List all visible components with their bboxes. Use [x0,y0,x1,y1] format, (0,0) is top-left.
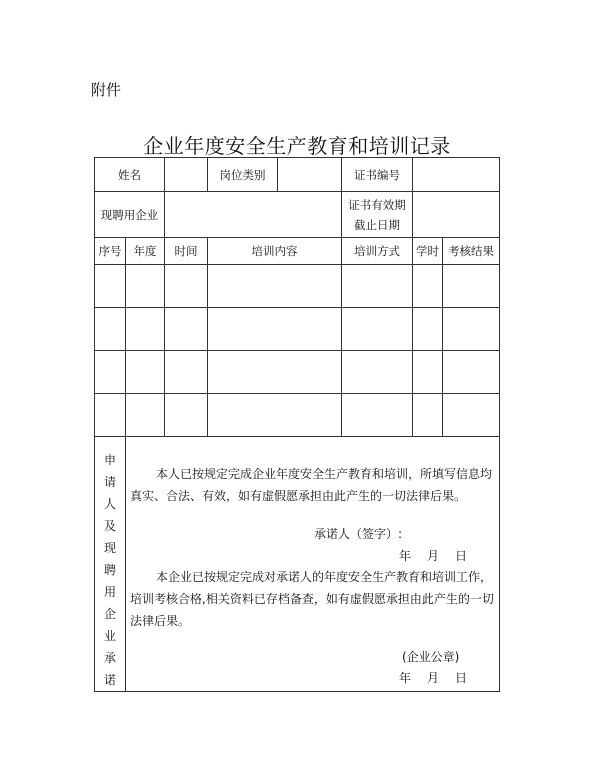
applicant-pledge-text: 本人已按规定完成企业年度安全生产教育和培训，所填写信息均真实、合法、有效，如有虚假愿承担由此产生的一切法律后果。 [130,466,493,503]
cell[interactable] [443,394,500,437]
signer-label: 承诺人（签字）: [314,526,403,541]
side-char: 请 [103,475,116,489]
side-char: 承 [103,651,116,665]
name-label: 姓名 [118,167,141,182]
month-label: 月 [427,548,440,563]
cell[interactable] [208,394,342,437]
cert-no-label: 证书编号 [354,167,400,182]
cell[interactable] [95,265,126,308]
table-header-row [95,238,500,265]
cell[interactable] [165,308,208,351]
training-record-form [94,157,500,692]
col-header-method: 培训方式 [342,238,413,265]
cell[interactable] [165,351,208,394]
cell[interactable] [165,265,208,308]
cell[interactable] [126,394,165,437]
pledge-side-label [95,437,125,691]
table-row [95,394,500,437]
cell[interactable] [413,351,443,394]
table-row [95,308,500,351]
cell[interactable] [95,394,126,437]
name-label-cell [95,158,165,192]
cell[interactable] [443,351,500,394]
cell[interactable] [443,308,500,351]
year-label: 年 [399,548,412,563]
table-row [95,351,500,394]
side-char: 业 [103,629,116,643]
position-label-cell [208,158,278,192]
name-value-cell[interactable] [165,158,208,192]
position-label: 岗位类别 [219,167,266,182]
cell[interactable] [126,351,165,394]
col-header-time: 时间 [165,238,208,265]
cell[interactable] [208,308,342,351]
cert-no-label-cell [342,158,413,192]
cell[interactable] [413,308,443,351]
cell[interactable] [165,394,208,437]
year-label: 年 [399,670,412,685]
side-char: 人 [103,497,116,511]
pledge-side-label-cell [95,437,126,692]
employer-label: 现聘用企业 [100,207,159,222]
cell[interactable] [413,394,443,437]
cell[interactable] [342,351,413,394]
col-header-year: 年度 [126,238,165,265]
attachment-label: 附件 [91,81,122,99]
cell[interactable] [413,265,443,308]
day-label: 日 [455,548,468,563]
employer-value-cell[interactable] [165,192,342,238]
side-char: 企 [103,607,116,621]
position-value-cell[interactable] [278,158,342,192]
cert-valid-label-line1: 证书有效期 [348,197,406,212]
cert-no-value-cell[interactable] [413,158,500,192]
cell[interactable] [126,265,165,308]
applicant-date [399,547,483,564]
employer-label-cell [95,192,165,238]
side-char: 诺 [103,673,116,687]
side-char: 现 [103,541,116,555]
cell[interactable] [342,308,413,351]
side-char: 申 [103,453,116,467]
cell[interactable] [342,265,413,308]
col-header-content: 培训内容 [208,238,342,265]
side-char: 及 [103,519,116,533]
employer-date [399,669,483,686]
cell[interactable] [95,308,126,351]
cell[interactable] [443,265,500,308]
pledge-content-cell [126,437,500,692]
cert-valid-label-cell [342,192,413,238]
cell[interactable] [126,308,165,351]
day-label: 日 [455,670,468,685]
col-header-hours: 学时 [413,238,443,265]
page-title: 企业年度安全生产教育和培训记录 [143,134,451,158]
side-char: 聘 [103,563,116,577]
cert-valid-label-line2: 截止日期 [354,217,400,232]
side-char: 用 [103,585,116,599]
col-header-result: 考核结果 [443,238,500,265]
cell[interactable] [208,351,342,394]
month-label: 月 [427,670,440,685]
cell[interactable] [95,351,126,394]
table-row [95,265,500,308]
col-header-index: 序号 [95,238,126,265]
cell[interactable] [208,265,342,308]
company-seal-label: (企业公章) [402,649,460,664]
cell[interactable] [342,394,413,437]
cert-valid-value-cell[interactable] [413,192,500,238]
employer-pledge-text: 本企业已按规定完成对承诺人的年度安全生产教育和培训工作，培训考核合格,相关资料已存档备查，如有虚假愿承担由此产生的一切法律后果。 [130,569,494,628]
